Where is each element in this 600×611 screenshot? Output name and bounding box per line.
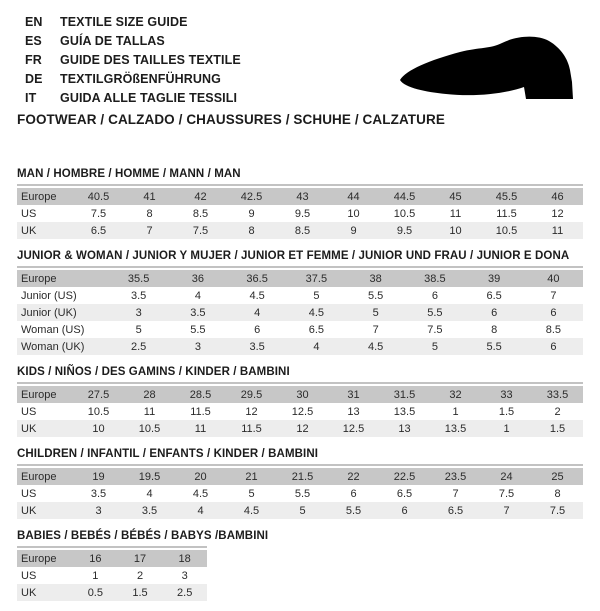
size-cell: 5 [135, 323, 142, 336]
size-cell: 1.5 [549, 422, 566, 435]
size-cell: 27.5 [87, 388, 110, 401]
table-row [17, 287, 583, 304]
size-cell: 1 [92, 569, 99, 582]
table-row [17, 321, 583, 338]
size-cell: 18 [178, 552, 191, 565]
table-row [17, 205, 583, 222]
size-cell: 12 [551, 207, 564, 220]
size-cell: 5 [431, 340, 438, 353]
size-cell: 21 [245, 470, 258, 483]
size-cell: 4 [146, 487, 153, 500]
size-table-title: JUNIOR & WOMAN / JUNIOR Y MUJER / JUNIOR ET FEMME / JUNIOR UND FRAU / JUNIOR E DONA [17, 250, 570, 262]
size-cell: 3.5 [90, 487, 107, 500]
size-cell: 6 [491, 306, 498, 319]
size-cell: 4 [194, 289, 201, 302]
size-cell: 7.5 [427, 323, 443, 336]
size-cell: 2.5 [130, 340, 147, 353]
size-cell: 36 [191, 272, 204, 285]
size-cell: 5.5 [294, 487, 311, 500]
language-row [25, 32, 241, 51]
size-cell: 10 [449, 224, 462, 237]
size-cell: 5.5 [427, 306, 443, 319]
size-table [17, 365, 583, 437]
size-cell: 12.5 [291, 405, 314, 418]
language-list [25, 13, 241, 108]
size-cell: 17 [133, 552, 147, 565]
size-cell: 3.5 [190, 306, 206, 319]
size-cell: 3 [181, 569, 188, 582]
language-code: DE [25, 72, 43, 86]
size-cell: 3.5 [130, 289, 147, 302]
size-cell: 4.5 [192, 487, 209, 500]
size-cell: 4 [313, 340, 320, 353]
row-label: UK [21, 224, 37, 237]
size-cell: 10 [92, 422, 105, 435]
size-cell: 1.5 [498, 405, 515, 418]
table-top-border [17, 266, 583, 268]
dress-shoe-icon [388, 18, 588, 113]
size-cell: 30 [296, 388, 309, 401]
table-row [17, 304, 583, 321]
row-label: US [21, 207, 37, 220]
size-table [17, 447, 583, 519]
size-cell: 12.5 [342, 422, 365, 435]
row-label: Woman (US) [21, 323, 85, 336]
language-row [25, 51, 241, 70]
size-cell: 10.5 [87, 405, 110, 418]
table-row [17, 403, 583, 420]
table-top-border [17, 546, 207, 548]
size-cell: 13.5 [393, 405, 416, 418]
size-cell: 7 [550, 289, 557, 302]
size-cell: 31.5 [393, 388, 416, 401]
size-cell: 36.5 [246, 272, 268, 285]
size-cell: 42 [194, 190, 207, 203]
language-code: IT [25, 91, 37, 105]
size-cell: 10.5 [138, 422, 161, 435]
size-cell: 9 [248, 207, 255, 220]
size-tables [17, 167, 583, 611]
size-cell: 1 [452, 405, 459, 418]
row-label: Europe [21, 470, 57, 483]
size-table [17, 529, 583, 601]
size-cell: 6 [401, 504, 408, 517]
size-table [17, 167, 583, 239]
size-cell: 22.5 [393, 470, 416, 483]
size-cell: 29.5 [240, 388, 263, 401]
size-cell: 45.5 [495, 190, 518, 203]
table-row [17, 468, 583, 485]
size-cell: 8 [248, 224, 255, 237]
size-cell: 24 [500, 470, 513, 483]
size-cell: 7 [503, 504, 510, 517]
size-cell: 44.5 [393, 190, 416, 203]
size-cell: 6.5 [447, 504, 464, 517]
size-cell: 32 [449, 388, 462, 401]
size-cell: 6 [550, 340, 557, 353]
size-cell: 8 [146, 207, 153, 220]
size-cell: 6 [550, 306, 557, 319]
language-guide-title: TEXTILGRÖßENFÜHRUNG [60, 72, 221, 86]
table-row [17, 188, 583, 205]
table-row [17, 386, 583, 403]
size-cell: 19 [92, 470, 105, 483]
size-cell: 7.5 [549, 504, 566, 517]
row-label: UK [21, 586, 37, 599]
size-cell: 4.5 [308, 306, 325, 319]
size-cell: 8.5 [545, 323, 562, 336]
size-cell: 33 [500, 388, 513, 401]
table-row [17, 584, 207, 601]
size-cell: 4 [197, 504, 204, 517]
size-cell: 6.5 [396, 487, 413, 500]
size-cell: 11 [194, 422, 207, 435]
size-cell: 8 [554, 487, 561, 500]
language-guide-title: TEXTILE SIZE GUIDE [60, 15, 188, 29]
size-cell: 3 [194, 340, 201, 353]
language-guide-title: GUIDE DES TAILLES TEXTILE [60, 53, 241, 67]
table-row [17, 485, 583, 502]
size-cell: 5 [248, 487, 255, 500]
size-cell: 3 [95, 504, 102, 517]
size-cell: 9.5 [396, 224, 413, 237]
size-cell: 2 [554, 405, 561, 418]
size-cell: 8.5 [192, 207, 209, 220]
size-cell: 5 [372, 306, 379, 319]
size-cell: 6.5 [90, 224, 107, 237]
size-cell: 9.5 [294, 207, 311, 220]
size-cell: 11.5 [241, 422, 262, 435]
size-table [17, 249, 583, 355]
table-top-border [17, 382, 583, 384]
category-title: FOOTWEAR / CALZADO / CHAUSSURES / SCHUHE / CALZATURE [17, 112, 445, 127]
table-row [17, 338, 583, 355]
size-cell: 11 [143, 405, 156, 418]
row-label: US [21, 405, 37, 418]
size-cell: 7.5 [498, 487, 515, 500]
size-cell: 16 [89, 552, 102, 565]
row-label: Europe [21, 190, 57, 203]
table-top-border [17, 184, 583, 186]
size-cell: 22 [347, 470, 360, 483]
size-cell: 10 [347, 207, 360, 220]
size-cell: 38 [369, 272, 382, 285]
table-row [17, 420, 583, 437]
row-label: UK [21, 422, 37, 435]
table-top-border [17, 464, 583, 466]
table-row [17, 270, 583, 287]
size-cell: 43 [296, 190, 309, 203]
size-cell: 5 [313, 289, 320, 302]
size-cell: 1.5 [132, 586, 148, 599]
size-cell: 13.5 [444, 422, 467, 435]
size-cell: 13 [398, 422, 411, 435]
size-cell: 12 [296, 422, 309, 435]
size-table-title: BABIES / BEBÉS / BÉBÉS / BABYS /BAMBINI [17, 530, 269, 542]
size-cell: 7 [372, 323, 379, 336]
row-label: US [21, 569, 37, 582]
size-cell: 7 [452, 487, 459, 500]
size-cell: 11 [551, 224, 564, 237]
size-cell: 6.5 [486, 289, 502, 302]
size-cell: 3 [135, 306, 142, 319]
row-label: Europe [21, 552, 57, 565]
size-cell: 5.5 [345, 504, 362, 517]
size-cell: 37.5 [305, 272, 328, 285]
size-cell: 12 [245, 405, 258, 418]
size-cell: 0.5 [87, 586, 103, 599]
size-cell: 1 [503, 422, 510, 435]
language-code: EN [25, 15, 43, 29]
row-label: Europe [21, 272, 57, 285]
size-cell: 13 [347, 405, 360, 418]
table-row [17, 502, 583, 519]
language-code: FR [25, 53, 42, 67]
size-cell: 41 [143, 190, 156, 203]
language-row [25, 89, 241, 108]
size-cell: 39 [488, 272, 501, 285]
size-cell: 4.5 [249, 289, 265, 302]
size-cell: 11.5 [190, 405, 211, 418]
size-cell: 21.5 [291, 470, 314, 483]
size-cell: 4.5 [243, 504, 260, 517]
table-row [17, 550, 207, 567]
size-cell: 7.5 [90, 207, 107, 220]
size-cell: 42.5 [240, 190, 263, 203]
language-guide-title: GUIDA ALLE TAGLIE TESSILI [60, 91, 238, 105]
size-cell: 35.5 [127, 272, 150, 285]
language-row [25, 70, 241, 89]
size-cell: 11.5 [496, 207, 517, 220]
row-label: Junior (UK) [21, 306, 77, 319]
size-table-title: MAN / HOMBRE / HOMME / MANN / MAN [17, 168, 241, 180]
size-cell: 7.5 [192, 224, 209, 237]
size-cell: 40 [547, 272, 560, 285]
size-cell: 6.5 [308, 323, 325, 336]
size-table-title: KIDS / NIÑOS / DES GAMINS / KINDER / BAMBINI [17, 366, 290, 378]
size-cell: 28 [143, 388, 156, 401]
size-cell: 5.5 [486, 340, 502, 353]
size-cell: 5 [299, 504, 306, 517]
size-cell: 40.5 [87, 190, 110, 203]
row-label: Woman (UK) [21, 340, 85, 353]
size-cell: 4 [254, 306, 261, 319]
size-cell: 33.5 [546, 388, 569, 401]
size-cell: 8 [491, 323, 498, 336]
size-cell: 11 [449, 207, 462, 220]
size-cell: 31 [347, 388, 360, 401]
size-cell: 3.5 [141, 504, 158, 517]
row-label: UK [21, 504, 37, 517]
row-label: Europe [21, 388, 57, 401]
size-cell: 10.5 [393, 207, 416, 220]
size-cell: 8.5 [294, 224, 311, 237]
table-row [17, 222, 583, 239]
size-cell: 38.5 [424, 272, 446, 285]
size-cell: 2.5 [177, 586, 193, 599]
size-cell: 3.5 [249, 340, 265, 353]
size-cell: 6 [254, 323, 261, 336]
language-code: ES [25, 34, 42, 48]
size-cell: 45 [449, 190, 462, 203]
size-cell: 10.5 [495, 224, 518, 237]
size-cell: 23.5 [444, 470, 467, 483]
size-cell: 46 [551, 190, 564, 203]
size-cell: 2 [136, 569, 144, 582]
size-cell: 5.5 [367, 289, 384, 302]
size-cell: 6 [431, 289, 438, 302]
row-label: US [21, 487, 37, 500]
size-table-title: CHILDREN / INFANTIL / ENFANTS / KINDER / BAMBINI [17, 448, 319, 460]
size-cell: 25 [551, 470, 564, 483]
size-cell: 20 [194, 470, 207, 483]
language-guide-title: GUÍA DE TALLAS [60, 34, 165, 48]
table-row [17, 567, 207, 584]
size-cell: 44 [347, 190, 360, 203]
size-cell: 4.5 [367, 340, 384, 353]
size-cell: 9 [350, 224, 357, 237]
size-cell: 7 [146, 224, 153, 237]
language-row [25, 13, 241, 32]
size-cell: 28.5 [189, 388, 212, 401]
size-cell: 6 [350, 487, 357, 500]
row-label: Junior (US) [21, 289, 77, 302]
size-cell: 19.5 [138, 470, 161, 483]
size-cell: 5.5 [190, 323, 206, 336]
